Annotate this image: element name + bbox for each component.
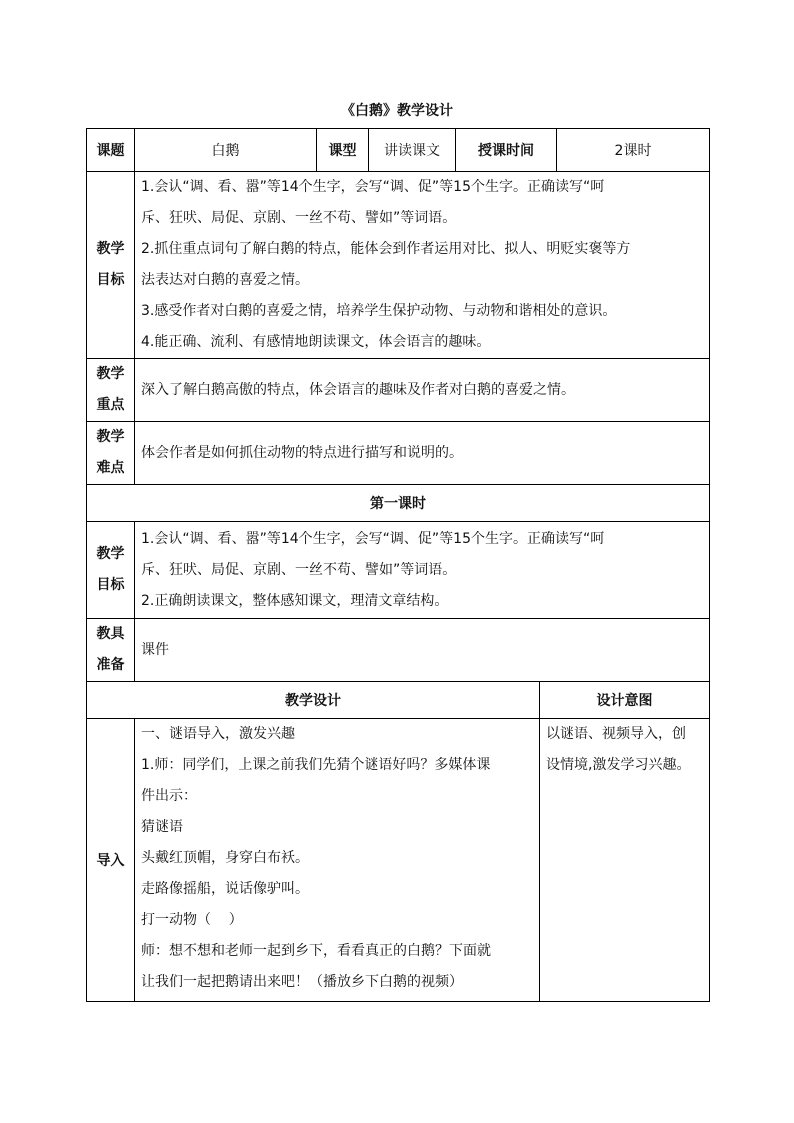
tools-label: 教具 准备 <box>87 619 135 682</box>
tools-row <box>87 619 710 682</box>
goal-line: 4.能正确、流利、有感情地朗读课文，体会语言的趣味。 <box>141 334 491 350</box>
intro-line: 猜谜语 <box>141 819 183 835</box>
intro-line: 件出示： <box>141 788 197 804</box>
intro-content <box>135 719 540 1002</box>
intro-line: 让我们一起把鹅请出来吧！（播放乡下白鹅的视频） <box>141 974 463 990</box>
topic-value: 白鹅 <box>135 129 317 172</box>
type-value: 讲读课文 <box>369 129 456 172</box>
overall-goals-content <box>135 172 710 359</box>
document-title: 《白鹅》教学设计 <box>341 103 453 119</box>
lesson1-goals-row <box>87 522 710 619</box>
type-label: 课型 <box>317 129 369 172</box>
goal-line: 斥、狂吠、局促、京剧、一丝不苟、譬如”等词语。 <box>141 210 457 226</box>
goal-line: 法表达对白鹅的喜爱之情。 <box>141 272 309 288</box>
goal-line: 3.感受作者对白鹅的喜爱之情，培养学生保护动物、与动物和谐相处的意识。 <box>141 303 617 319</box>
intro-intent <box>540 719 710 1002</box>
intent-line: 设情境,激发学习兴趣。 <box>546 757 691 773</box>
goal-line: 斥、狂吠、局促、京剧、一丝不苟、譬如”等词语。 <box>141 561 457 578</box>
difficulty-label: 教学 难点 <box>87 422 135 485</box>
lesson-plan-table <box>86 128 710 1002</box>
lesson1-heading-row <box>87 485 710 522</box>
goal-line: 2.正确朗读课文，整体感知课文，理清文章结构。 <box>141 592 449 609</box>
lesson1-goals-label: 教学 目标 <box>87 522 135 619</box>
goal-line: 2.抓住重点词句了解白鹅的特点，能体会到作者运用对比、拟人、明贬实褒等方 <box>141 241 631 257</box>
intro-line: 一、谜语导入，激发兴趣 <box>141 726 295 742</box>
focus-content: 深入了解白鹅高傲的特点，体会语言的趣味及作者对白鹅的喜爱之情。 <box>135 359 710 422</box>
tools-content: 课件 <box>135 619 710 682</box>
time-label: 授课时间 <box>456 129 557 172</box>
intent-line: 以谜语、视频导入，创 <box>546 726 686 742</box>
lesson1-heading: 第一课时 <box>87 485 710 522</box>
intro-row <box>87 719 710 1002</box>
lesson1-goals-content <box>135 522 710 619</box>
intro-line: 头戴红顶帽，身穿白布袄。 <box>141 850 309 866</box>
overall-goals-row <box>87 172 710 359</box>
design-head: 教学设计 <box>87 682 540 719</box>
focus-row <box>87 359 710 422</box>
intro-line: 师：想不想和老师一起到乡下，看看真正的白鹅？下面就 <box>141 943 491 959</box>
intro-line: 打一动物（ ） <box>141 912 243 928</box>
intro-label: 导入 <box>87 719 135 1002</box>
header-row <box>87 129 710 172</box>
time-value: 2课时 <box>557 129 710 172</box>
topic-label: 课题 <box>87 129 135 172</box>
intent-head: 设计意图 <box>540 682 710 719</box>
goal-line: 1.会认“调、看、嚣”等14个生字，会写“调、促”等15个生字。正确读写“呵 <box>141 530 605 547</box>
design-header-row <box>87 682 710 719</box>
intro-line: 1.师：同学们，上课之前我们先猜个谜语好吗？多媒体课 <box>141 757 491 773</box>
difficulty-row <box>87 422 710 485</box>
difficulty-content: 体会作者是如何抓住动物的特点进行描写和说明的。 <box>135 422 710 485</box>
overall-goals-label: 教学 目标 <box>87 172 135 359</box>
goal-line: 1.会认“调、看、嚣”等14个生字，会写“调、促”等15个生字。正确读写“呵 <box>141 179 605 195</box>
focus-label: 教学 重点 <box>87 359 135 422</box>
intro-line: 走路像摇船，说话像驴叫。 <box>141 881 309 897</box>
